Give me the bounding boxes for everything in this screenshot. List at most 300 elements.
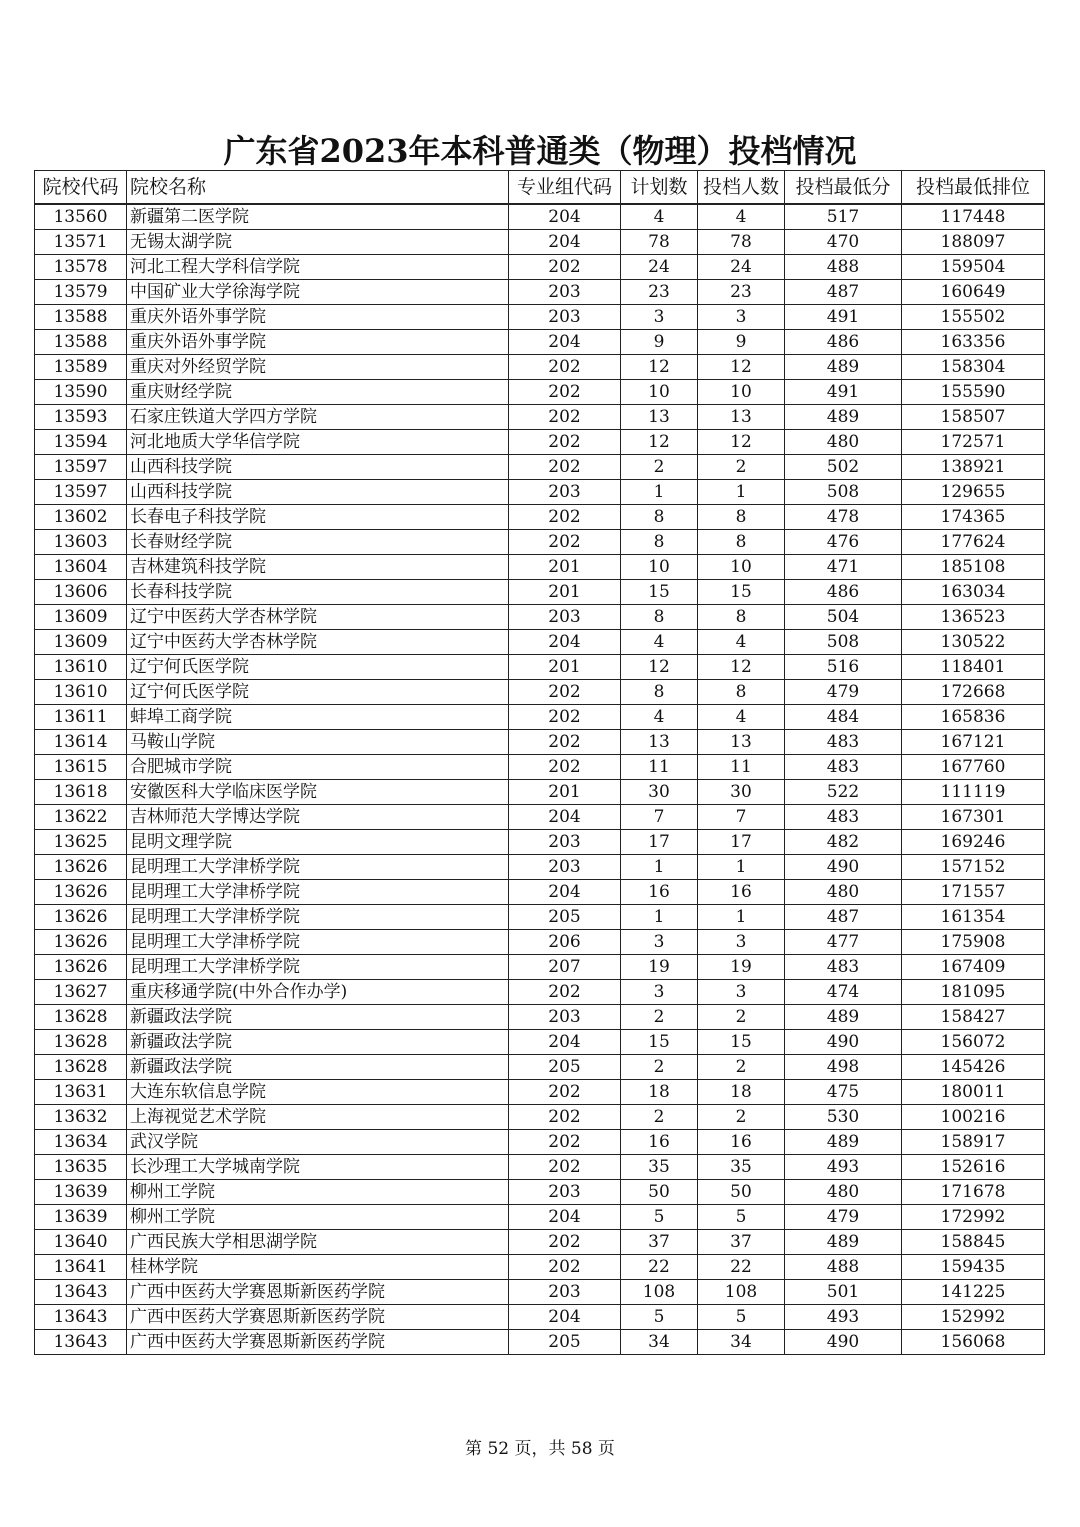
cell-min-rank: 155502: [902, 305, 1045, 330]
cell-min-rank: 172571: [902, 430, 1045, 455]
table-row: [35, 705, 1045, 730]
cell-min-score: 517: [785, 204, 902, 230]
cell-min-rank: 157152: [902, 855, 1045, 880]
cell-min-rank: 169246: [902, 830, 1045, 855]
cell-admitted-count: 34: [698, 1330, 785, 1355]
cell-plan-count: 23: [621, 280, 698, 305]
cell-min-score: 490: [785, 1030, 902, 1055]
table-row: [35, 580, 1045, 605]
cell-plan-count: 4: [621, 630, 698, 655]
cell-admitted-count: 8: [698, 680, 785, 705]
cell-min-score: 480: [785, 1180, 902, 1205]
cell-group-code: 202: [509, 530, 621, 555]
table-row: [35, 1030, 1045, 1055]
cell-school-code: 13635: [35, 1155, 127, 1180]
cell-school-name: 吉林建筑科技学院: [127, 555, 509, 580]
cell-min-score: 491: [785, 305, 902, 330]
cell-admitted-count: 2: [698, 455, 785, 480]
cell-group-code: 201: [509, 655, 621, 680]
cell-plan-count: 11: [621, 755, 698, 780]
cell-plan-count: 19: [621, 955, 698, 980]
cell-group-code: 203: [509, 830, 621, 855]
table-row: [35, 555, 1045, 580]
cell-plan-count: 15: [621, 1030, 698, 1055]
cell-group-code: 202: [509, 255, 621, 280]
cell-group-code: 204: [509, 204, 621, 230]
cell-school-code: 13588: [35, 305, 127, 330]
cell-school-code: 13609: [35, 630, 127, 655]
table-row: [35, 855, 1045, 880]
cell-min-score: 484: [785, 705, 902, 730]
cell-school-code: 13628: [35, 1055, 127, 1080]
cell-admitted-count: 22: [698, 1255, 785, 1280]
header-school-code: 院校代码: [35, 171, 127, 205]
cell-admitted-count: 13: [698, 405, 785, 430]
cell-min-score: 487: [785, 905, 902, 930]
cell-plan-count: 1: [621, 480, 698, 505]
cell-min-rank: 100216: [902, 1105, 1045, 1130]
cell-admitted-count: 108: [698, 1280, 785, 1305]
table-row: [35, 1180, 1045, 1205]
table-row: [35, 405, 1045, 430]
cell-min-rank: 145426: [902, 1055, 1045, 1080]
cell-min-rank: 130522: [902, 630, 1045, 655]
table-row: [35, 280, 1045, 305]
table-row: [35, 930, 1045, 955]
cell-school-name: 重庆财经学院: [127, 380, 509, 405]
cell-school-name: 长春电子科技学院: [127, 505, 509, 530]
cell-school-name: 合肥城市学院: [127, 755, 509, 780]
cell-school-code: 13602: [35, 505, 127, 530]
cell-min-rank: 165836: [902, 705, 1045, 730]
table-row: [35, 1105, 1045, 1130]
cell-min-rank: 136523: [902, 605, 1045, 630]
cell-admitted-count: 11: [698, 755, 785, 780]
cell-min-rank: 118401: [902, 655, 1045, 680]
cell-min-rank: 171678: [902, 1180, 1045, 1205]
cell-min-rank: 141225: [902, 1280, 1045, 1305]
table-row: [35, 305, 1045, 330]
cell-plan-count: 10: [621, 380, 698, 405]
cell-min-score: 491: [785, 380, 902, 405]
cell-min-rank: 129655: [902, 480, 1045, 505]
cell-admitted-count: 18: [698, 1080, 785, 1105]
cell-min-score: 471: [785, 555, 902, 580]
cell-group-code: 203: [509, 280, 621, 305]
cell-school-code: 13626: [35, 855, 127, 880]
cell-admitted-count: 4: [698, 705, 785, 730]
table-row: [35, 605, 1045, 630]
cell-group-code: 207: [509, 955, 621, 980]
cell-school-name: 昆明理工大学津桥学院: [127, 955, 509, 980]
cell-school-code: 13614: [35, 730, 127, 755]
header-school-name: 院校名称: [127, 171, 509, 205]
cell-min-score: 516: [785, 655, 902, 680]
cell-school-code: 13626: [35, 930, 127, 955]
cell-school-name: 中国矿业大学徐海学院: [127, 280, 509, 305]
cell-group-code: 202: [509, 680, 621, 705]
cell-admitted-count: 19: [698, 955, 785, 980]
cell-admitted-count: 30: [698, 780, 785, 805]
cell-school-name: 辽宁中医药大学杏林学院: [127, 630, 509, 655]
table-row: [35, 655, 1045, 680]
table-row: [35, 1330, 1045, 1355]
cell-plan-count: 3: [621, 930, 698, 955]
cell-min-rank: 158845: [902, 1230, 1045, 1255]
cell-school-name: 安徽医科大学临床医学院: [127, 780, 509, 805]
cell-admitted-count: 5: [698, 1305, 785, 1330]
cell-group-code: 204: [509, 1205, 621, 1230]
cell-school-code: 13589: [35, 355, 127, 380]
cell-admitted-count: 4: [698, 204, 785, 230]
cell-group-code: 202: [509, 730, 621, 755]
cell-min-rank: 158427: [902, 1005, 1045, 1030]
cell-plan-count: 30: [621, 780, 698, 805]
cell-plan-count: 22: [621, 1255, 698, 1280]
cell-min-rank: 158304: [902, 355, 1045, 380]
cell-admitted-count: 1: [698, 905, 785, 930]
cell-plan-count: 24: [621, 255, 698, 280]
cell-admitted-count: 35: [698, 1155, 785, 1180]
page-title: 广东省2023年本科普通类（物理）投档情况: [223, 132, 857, 170]
table-row: [35, 980, 1045, 1005]
cell-group-code: 202: [509, 405, 621, 430]
cell-min-rank: 117448: [902, 204, 1045, 230]
cell-plan-count: 35: [621, 1155, 698, 1180]
cell-admitted-count: 12: [698, 430, 785, 455]
cell-plan-count: 12: [621, 430, 698, 455]
cell-plan-count: 5: [621, 1205, 698, 1230]
cell-admitted-count: 24: [698, 255, 785, 280]
cell-min-score: 488: [785, 255, 902, 280]
cell-group-code: 202: [509, 705, 621, 730]
cell-school-code: 13571: [35, 230, 127, 255]
table-row: [35, 1005, 1045, 1030]
cell-min-rank: 152992: [902, 1305, 1045, 1330]
cell-school-code: 13604: [35, 555, 127, 580]
cell-school-code: 13603: [35, 530, 127, 555]
cell-group-code: 204: [509, 880, 621, 905]
cell-group-code: 202: [509, 505, 621, 530]
cell-group-code: 203: [509, 855, 621, 880]
cell-min-score: 478: [785, 505, 902, 530]
cell-group-code: 201: [509, 780, 621, 805]
cell-group-code: 204: [509, 630, 621, 655]
cell-min-rank: 152616: [902, 1155, 1045, 1180]
cell-min-score: 489: [785, 355, 902, 380]
cell-school-code: 13634: [35, 1130, 127, 1155]
header-admitted-count: 投档人数: [698, 171, 785, 205]
cell-plan-count: 3: [621, 305, 698, 330]
cell-min-score: 501: [785, 1280, 902, 1305]
cell-school-name: 昆明理工大学津桥学院: [127, 855, 509, 880]
cell-school-name: 马鞍山学院: [127, 730, 509, 755]
table-row: [35, 880, 1045, 905]
cell-school-code: 13588: [35, 330, 127, 355]
cell-school-code: 13610: [35, 655, 127, 680]
cell-min-rank: 160649: [902, 280, 1045, 305]
table-row: [35, 1305, 1045, 1330]
cell-school-name: 广西中医药大学赛恩斯新医药学院: [127, 1305, 509, 1330]
cell-admitted-count: 3: [698, 980, 785, 1005]
cell-group-code: 202: [509, 430, 621, 455]
cell-admitted-count: 8: [698, 505, 785, 530]
cell-school-name: 长春财经学院: [127, 530, 509, 555]
cell-min-score: 470: [785, 230, 902, 255]
cell-min-score: 530: [785, 1105, 902, 1130]
cell-min-score: 476: [785, 530, 902, 555]
cell-school-code: 13615: [35, 755, 127, 780]
table-row: [35, 830, 1045, 855]
cell-admitted-count: 1: [698, 480, 785, 505]
table-row: [35, 480, 1045, 505]
cell-min-score: 489: [785, 1130, 902, 1155]
cell-min-rank: 188097: [902, 230, 1045, 255]
cell-school-name: 武汉学院: [127, 1130, 509, 1155]
cell-group-code: 203: [509, 605, 621, 630]
cell-min-score: 477: [785, 930, 902, 955]
cell-school-name: 长春科技学院: [127, 580, 509, 605]
header-plan-count: 计划数: [621, 171, 698, 205]
cell-min-rank: 163356: [902, 330, 1045, 355]
table-row: [35, 1205, 1045, 1230]
cell-admitted-count: 1: [698, 855, 785, 880]
cell-school-code: 13626: [35, 955, 127, 980]
cell-school-code: 13618: [35, 780, 127, 805]
cell-plan-count: 4: [621, 705, 698, 730]
cell-group-code: 204: [509, 805, 621, 830]
cell-admitted-count: 2: [698, 1005, 785, 1030]
cell-school-code: 13597: [35, 480, 127, 505]
cell-admitted-count: 16: [698, 880, 785, 905]
table-row: [35, 455, 1045, 480]
cell-school-name: 桂林学院: [127, 1255, 509, 1280]
cell-plan-count: 78: [621, 230, 698, 255]
cell-plan-count: 13: [621, 730, 698, 755]
cell-plan-count: 16: [621, 1130, 698, 1155]
table-row: [35, 230, 1045, 255]
cell-min-score: 483: [785, 755, 902, 780]
cell-admitted-count: 5: [698, 1205, 785, 1230]
cell-school-name: 山西科技学院: [127, 480, 509, 505]
cell-plan-count: 50: [621, 1180, 698, 1205]
cell-school-code: 13594: [35, 430, 127, 455]
cell-min-score: 479: [785, 680, 902, 705]
cell-min-rank: 172992: [902, 1205, 1045, 1230]
table-row: [35, 380, 1045, 405]
cell-min-rank: 161354: [902, 905, 1045, 930]
cell-school-name: 重庆外语外事学院: [127, 330, 509, 355]
cell-min-score: 502: [785, 455, 902, 480]
cell-group-code: 204: [509, 330, 621, 355]
table-body: [35, 204, 1045, 1355]
cell-min-rank: 167301: [902, 805, 1045, 830]
cell-group-code: 202: [509, 1130, 621, 1155]
cell-admitted-count: 13: [698, 730, 785, 755]
cell-admitted-count: 9: [698, 330, 785, 355]
table-row: [35, 805, 1045, 830]
cell-admitted-count: 23: [698, 280, 785, 305]
cell-school-name: 广西中医药大学赛恩斯新医药学院: [127, 1280, 509, 1305]
cell-admitted-count: 50: [698, 1180, 785, 1205]
cell-admitted-count: 16: [698, 1130, 785, 1155]
cell-min-score: 498: [785, 1055, 902, 1080]
cell-school-name: 新疆政法学院: [127, 1055, 509, 1080]
cell-min-score: 504: [785, 605, 902, 630]
cell-group-code: 202: [509, 980, 621, 1005]
cell-min-rank: 159435: [902, 1255, 1045, 1280]
cell-plan-count: 2: [621, 455, 698, 480]
cell-plan-count: 12: [621, 355, 698, 380]
cell-group-code: 204: [509, 1305, 621, 1330]
cell-school-name: 重庆外语外事学院: [127, 305, 509, 330]
cell-school-name: 辽宁何氏医学院: [127, 655, 509, 680]
cell-school-name: 辽宁何氏医学院: [127, 680, 509, 705]
cell-min-score: 480: [785, 430, 902, 455]
cell-min-score: 486: [785, 330, 902, 355]
cell-min-score: 489: [785, 1230, 902, 1255]
cell-school-code: 13632: [35, 1105, 127, 1130]
cell-school-name: 蚌埠工商学院: [127, 705, 509, 730]
cell-school-name: 重庆移通学院(中外合作办学): [127, 980, 509, 1005]
cell-plan-count: 2: [621, 1105, 698, 1130]
cell-group-code: 202: [509, 1255, 621, 1280]
table-row: [35, 755, 1045, 780]
cell-group-code: 203: [509, 1280, 621, 1305]
cell-admitted-count: 3: [698, 930, 785, 955]
table-row: [35, 1130, 1045, 1155]
cell-plan-count: 4: [621, 204, 698, 230]
cell-min-score: 483: [785, 730, 902, 755]
cell-school-name: 柳州工学院: [127, 1180, 509, 1205]
cell-group-code: 202: [509, 1080, 621, 1105]
cell-school-code: 13641: [35, 1255, 127, 1280]
table-row: [35, 530, 1045, 555]
table-row: [35, 1080, 1045, 1105]
cell-min-rank: 156072: [902, 1030, 1045, 1055]
cell-plan-count: 2: [621, 1055, 698, 1080]
cell-min-rank: 180011: [902, 1080, 1045, 1105]
cell-school-code: 13560: [35, 204, 127, 230]
cell-school-code: 13626: [35, 905, 127, 930]
cell-min-score: 493: [785, 1305, 902, 1330]
cell-school-name: 昆明理工大学津桥学院: [127, 930, 509, 955]
table-header-row: [35, 171, 1045, 205]
cell-min-rank: 171557: [902, 880, 1045, 905]
cell-group-code: 203: [509, 305, 621, 330]
cell-admitted-count: 2: [698, 1055, 785, 1080]
cell-school-code: 13643: [35, 1330, 127, 1355]
cell-school-name: 山西科技学院: [127, 455, 509, 480]
cell-plan-count: 1: [621, 855, 698, 880]
cell-admitted-count: 2: [698, 1105, 785, 1130]
cell-min-score: 489: [785, 405, 902, 430]
cell-admitted-count: 8: [698, 605, 785, 630]
cell-school-code: 13643: [35, 1280, 127, 1305]
cell-group-code: 202: [509, 455, 621, 480]
cell-plan-count: 7: [621, 805, 698, 830]
cell-plan-count: 1: [621, 905, 698, 930]
cell-school-code: 13628: [35, 1030, 127, 1055]
cell-group-code: 203: [509, 1180, 621, 1205]
cell-group-code: 204: [509, 1030, 621, 1055]
table-row: [35, 1155, 1045, 1180]
cell-plan-count: 15: [621, 580, 698, 605]
cell-plan-count: 12: [621, 655, 698, 680]
cell-admitted-count: 3: [698, 305, 785, 330]
cell-school-code: 13597: [35, 455, 127, 480]
cell-min-score: 489: [785, 1005, 902, 1030]
cell-plan-count: 108: [621, 1280, 698, 1305]
cell-admitted-count: 37: [698, 1230, 785, 1255]
cell-group-code: 202: [509, 1230, 621, 1255]
admission-table: [34, 170, 1045, 1355]
cell-school-code: 13625: [35, 830, 127, 855]
cell-plan-count: 16: [621, 880, 698, 905]
cell-group-code: 202: [509, 355, 621, 380]
cell-school-code: 13639: [35, 1180, 127, 1205]
cell-plan-count: 34: [621, 1330, 698, 1355]
cell-school-name: 重庆对外经贸学院: [127, 355, 509, 380]
cell-school-code: 13611: [35, 705, 127, 730]
table-row: [35, 1230, 1045, 1255]
cell-min-rank: 111119: [902, 780, 1045, 805]
cell-group-code: 204: [509, 230, 621, 255]
cell-min-rank: 185108: [902, 555, 1045, 580]
cell-min-score: 487: [785, 280, 902, 305]
table-row: [35, 204, 1045, 230]
header-min-score: 投档最低分: [785, 171, 902, 205]
cell-min-score: 475: [785, 1080, 902, 1105]
cell-school-code: 13609: [35, 605, 127, 630]
cell-school-code: 13640: [35, 1230, 127, 1255]
cell-school-code: 13610: [35, 680, 127, 705]
cell-school-code: 13606: [35, 580, 127, 605]
cell-school-code: 13627: [35, 980, 127, 1005]
cell-school-name: 昆明理工大学津桥学院: [127, 880, 509, 905]
cell-min-score: 490: [785, 1330, 902, 1355]
cell-min-score: 508: [785, 630, 902, 655]
cell-group-code: 201: [509, 580, 621, 605]
cell-min-score: 493: [785, 1155, 902, 1180]
page-footer: 第 52 页，共 58 页: [465, 1439, 615, 1459]
cell-admitted-count: 7: [698, 805, 785, 830]
table-row: [35, 1280, 1045, 1305]
cell-group-code: 202: [509, 1155, 621, 1180]
table-row: [35, 255, 1045, 280]
cell-min-score: 522: [785, 780, 902, 805]
cell-school-code: 13631: [35, 1080, 127, 1105]
cell-min-rank: 172668: [902, 680, 1045, 705]
cell-min-score: 488: [785, 1255, 902, 1280]
cell-min-score: 482: [785, 830, 902, 855]
cell-school-code: 13590: [35, 380, 127, 405]
cell-school-name: 新疆政法学院: [127, 1005, 509, 1030]
cell-school-code: 13639: [35, 1205, 127, 1230]
cell-min-score: 479: [785, 1205, 902, 1230]
cell-min-rank: 155590: [902, 380, 1045, 405]
table-row: [35, 355, 1045, 380]
table-row: [35, 680, 1045, 705]
cell-group-code: 205: [509, 905, 621, 930]
table-row: [35, 505, 1045, 530]
cell-min-rank: 175908: [902, 930, 1045, 955]
cell-plan-count: 2: [621, 1005, 698, 1030]
cell-min-rank: 158507: [902, 405, 1045, 430]
cell-plan-count: 3: [621, 980, 698, 1005]
cell-school-name: 无锡太湖学院: [127, 230, 509, 255]
cell-admitted-count: 10: [698, 380, 785, 405]
